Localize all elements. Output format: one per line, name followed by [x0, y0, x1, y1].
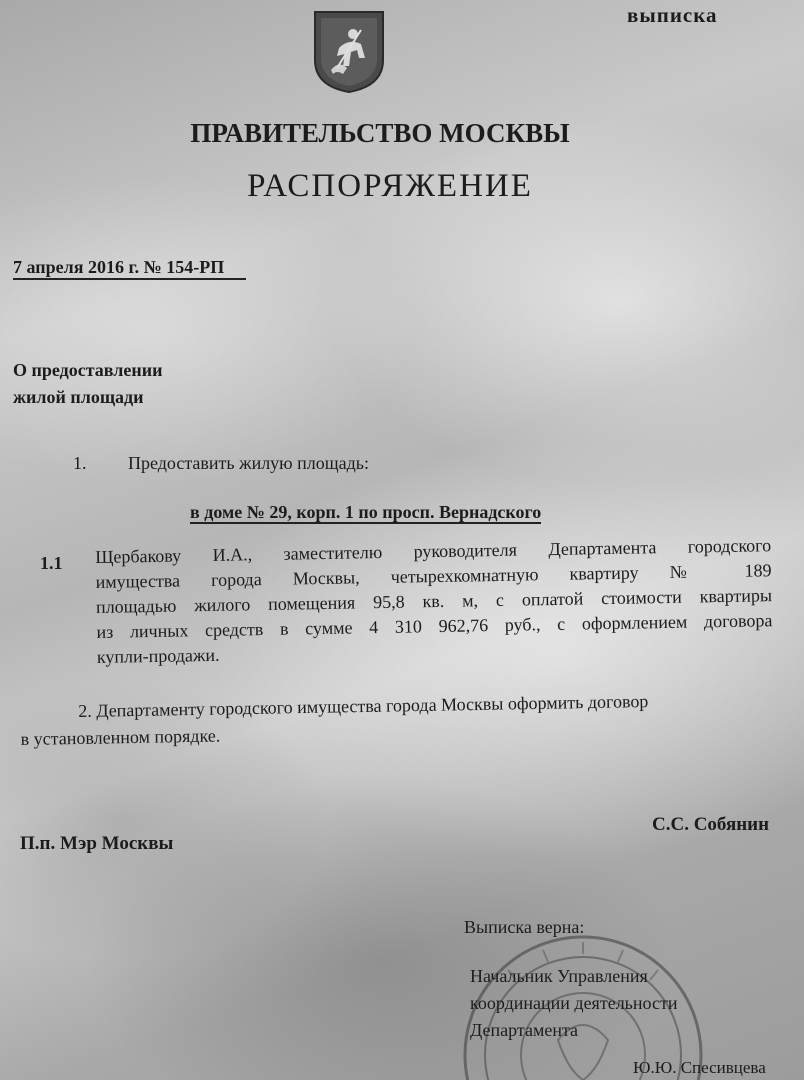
- item-2-paragraph: [20, 686, 781, 753]
- document-subject: [13, 357, 162, 411]
- moscow-coat-of-arms-icon: [309, 8, 389, 94]
- document-type-title: РАСПОРЯЖЕНИЕ: [247, 168, 533, 204]
- signer-name: С.С. Собянин: [652, 814, 770, 835]
- government-title: ПРАВИТЕЛЬСТВО МОСКВЫ: [190, 118, 570, 148]
- certifier-position: [470, 963, 677, 1044]
- certifier-position-line: координации деятельности: [470, 993, 678, 1013]
- paragraph-line: имущества города Москвы, четырехкомнатную квартиру № 189: [95, 560, 772, 592]
- item-1-text: Предоставить жилую площадь:: [128, 453, 369, 473]
- extract-label: выписка: [627, 3, 718, 27]
- certifier-position-line: Начальник Управления: [470, 966, 648, 986]
- item-1-number: 1.: [73, 453, 87, 473]
- subject-line: О предоставлении: [13, 360, 163, 380]
- paragraph-line: 2. Департаменту городского имущества города Москвы оформить договор: [78, 691, 649, 721]
- signer-title: П.п. Мэр Москвы: [20, 833, 174, 854]
- document-date-number: 7 апреля 2016 г. № 154-РП: [13, 256, 246, 280]
- certifier-position-line: Департамента: [470, 1020, 579, 1040]
- paragraph-line: в установленном порядке.: [20, 725, 221, 749]
- item-1-address: в доме № 29, корп. 1 по просп. Вернадского: [190, 502, 542, 522]
- item-1-1-paragraph: [95, 533, 773, 670]
- certification-verified-label: Выписка верна:: [464, 917, 585, 937]
- paragraph-line: купли-продажи.: [96, 644, 220, 667]
- item-1-1-number: 1.1: [40, 553, 63, 573]
- certifier-name: Ю.Ю. Спесивцева: [633, 1058, 766, 1077]
- subject-line: жилой площади: [13, 387, 144, 407]
- paragraph-line: площадью жилого помещения 95,8 кв. м, с оплатой стоимости квартиры: [95, 585, 773, 617]
- paragraph-line: Щербакову И.А., заместителю руководителя Департамента городского: [95, 535, 772, 567]
- paragraph-line: из личных средств в сумме 4 310 962,76 руб., с оформлением договора: [96, 610, 773, 642]
